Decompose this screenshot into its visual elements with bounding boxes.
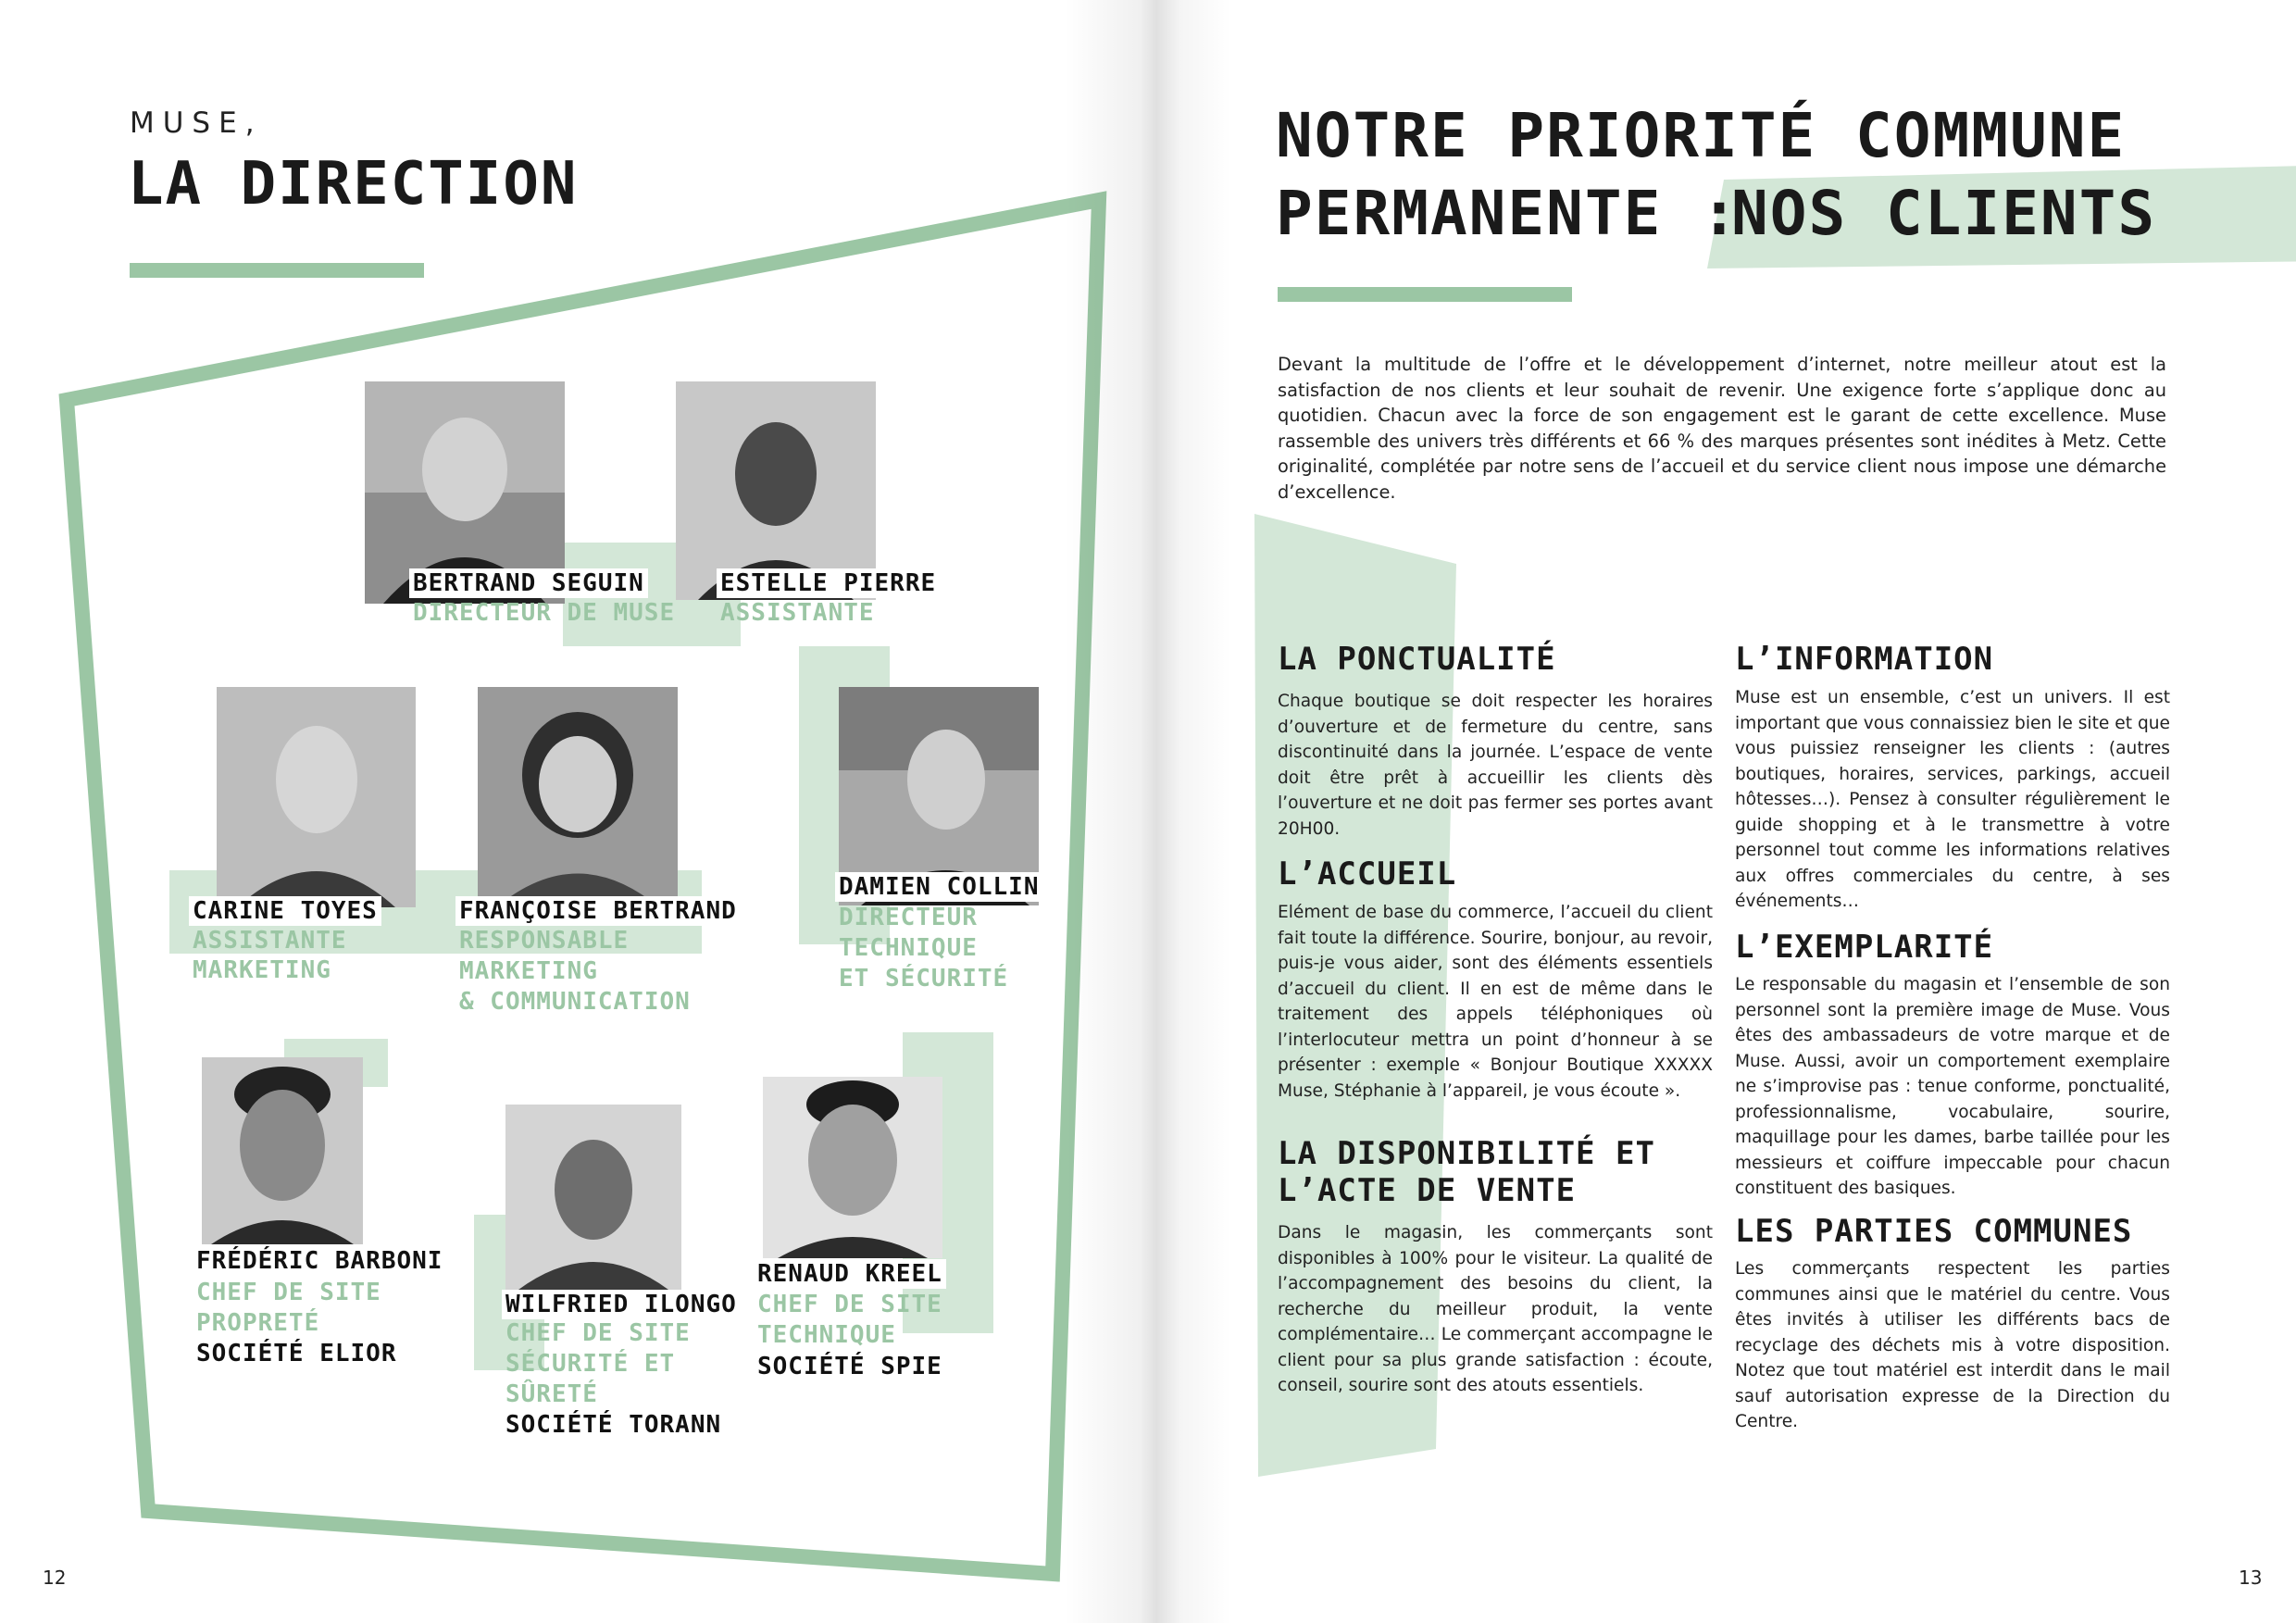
person-company: SOCIÉTÉ TORANN	[505, 1411, 722, 1439]
portrait-photo	[505, 1105, 681, 1290]
section-title: LA PONCTUALITÉ	[1278, 641, 1556, 678]
person-role: CHEF DE SITE	[757, 1291, 942, 1318]
section-body: Muse est un ensemble, c’est un univers. Il est important que vous connaissiez bien le site et que vous puissiez renseigner les clients : (autres boutiques, horaires, services, parkings, accueil hôtesses…). Pensez à consulter régulièrement le guide shopping et à le transmettre à votre personnel tout comme les informations relatives aux offres commerciales du centre, à ses événements…	[1735, 688, 2170, 911]
title-underline	[130, 263, 424, 278]
section-title: LA DISPONIBILITÉ ET L’ACTE DE VENTE	[1278, 1135, 1655, 1209]
section-body: Le responsable du magasin et l’ensemble de son personnel sont la première image de Muse. Vous êtes des ambassadeurs de votre marque et de Muse. Aussi, avoir un comportement exemplaire ne s’improvise pas : tenue conforme, ponctualité, professionnalisme, vocabulaire, sourire, maquillage pour les dames, barbe taillée pour les messieurs et coiffure impeccable pour chacun constituent des basiques.	[1735, 975, 2170, 1198]
section-title: LES PARTIES COMMUNES	[1735, 1213, 2133, 1250]
portrait-photo	[763, 1077, 942, 1258]
page-title-highlight-text: NOS CLIENTS	[1731, 178, 2157, 249]
person-role: MARKETING	[193, 956, 331, 984]
person-company: SOCIÉTÉ ELIOR	[196, 1340, 397, 1367]
section-title: L’EXEMPLARITÉ	[1735, 929, 1994, 966]
person-name: FRANÇOISE BERTRAND	[455, 896, 741, 926]
person-role: ET SÉCURITÉ	[839, 965, 1009, 993]
title-underline	[1278, 287, 1572, 302]
person-name: FRÉDÉRIC BARBONI	[193, 1246, 446, 1276]
person-role: MARKETING	[459, 957, 598, 985]
page-number: 13	[2239, 1567, 2263, 1589]
section-body: Les commerçants respectent les parties communes ainsi que le matériel du centre. Vous êtes invités à utiliser les différents bacs de recyclage des déchets mis à votre disposition. Notez que tout matériel est interdit dans le mail sauf autorisation expresse de la Direction du Centre.	[1735, 1259, 2170, 1431]
section-body: Dans le magasin, les commerçants sont disponibles à 100% pour le visiteur. La qualité de l’accompagnement des besoins du client, la recherche du meilleur produit, la vente complémentaire… Le commerçant accompagne le client pour sa plus grande satisfaction : écoute, conseil, sourire sont des atouts essentiels.	[1278, 1223, 1713, 1395]
portrait-photo	[478, 687, 678, 907]
person-name: ESTELLE PIERRE	[717, 568, 940, 598]
portrait-photo	[217, 687, 416, 907]
section-body: Chaque boutique se doit respecter les horaires d’ouverture et de fermeture du centre, sans discontinuité dans la journée. L’espace de vente doit être prêt à accueillir les clients dès l’ouverture et ne doit pas fermer ses portes avant 20H00.	[1278, 692, 1713, 839]
person-role: CHEF DE SITE	[505, 1319, 691, 1347]
person-name: CARINE TOYES	[189, 896, 381, 926]
person-name: RENAUD KREEL	[754, 1259, 946, 1289]
page-number: 12	[43, 1567, 67, 1589]
section-title: L’ACCUEIL	[1278, 855, 1457, 893]
page-title: LA DIRECTION	[128, 150, 579, 218]
section-title: L’INFORMATION	[1735, 641, 1994, 678]
person-name: DAMIEN COLLIN	[835, 872, 1043, 902]
person-role: SÛRETÉ	[505, 1380, 598, 1408]
person-role: & COMMUNICATION	[459, 988, 691, 1016]
person-role: ASSISTANTE	[193, 927, 347, 955]
person-role: ASSISTANTE	[720, 599, 875, 627]
person-role: RESPONSABLE	[459, 927, 630, 955]
person-role: SÉCURITÉ ET	[505, 1350, 676, 1378]
page-title-line2-prefix: PERMANENTE :	[1276, 178, 1740, 249]
person-company: SOCIÉTÉ SPIE	[757, 1353, 942, 1380]
person-name: BERTRAND SEGUIN	[409, 568, 648, 598]
person-role: TECHNIQUE	[839, 934, 978, 962]
person-role: TECHNIQUE	[757, 1321, 896, 1349]
portrait-photo	[202, 1057, 363, 1244]
person-role: DIRECTEUR DE MUSE	[413, 599, 676, 627]
section-body: Elément de base du commerce, l’accueil du client fait toute la différence. Sourire, bonjour, au revoir, puis-je vous aider, sont des éléments essentiels d’accueil du client. Il en est de même dans le traitement des appels téléphoniques où l’interlocuteur mettra un point d’honneur à se présenter : exemple « Bonjour Boutique XXXXX Muse, Stéphanie à l’appareil, je vous écoute ».	[1278, 903, 1713, 1101]
person-role: DIRECTEUR	[839, 904, 978, 931]
intro-paragraph: Devant la multitude de l’offre et le développement d’internet, notre meilleur atout est la satisfaction de nos clients et leur souhait de revenir. Une exigence forte s’applique donc au quotidien. Chacun avec la force de son engagement est le garant de cette excellence. Muse rassemble des univers très différents et 66 % des marques présentes sont inédites à Metz. Cette originalité, complétée par notre sens de l’accueil et du service client nous impose une démarche d’excellence.	[1278, 354, 2166, 503]
page-kicker: MUSE,	[130, 106, 263, 140]
person-role: PROPRETÉ	[196, 1309, 320, 1337]
person-name: WILFRIED ILONGO	[502, 1290, 741, 1319]
person-role: CHEF DE SITE	[196, 1279, 381, 1306]
portrait-photo	[676, 381, 876, 600]
page-title-line1: NOTRE PRIORITÉ COMMUNE	[1276, 100, 2127, 171]
